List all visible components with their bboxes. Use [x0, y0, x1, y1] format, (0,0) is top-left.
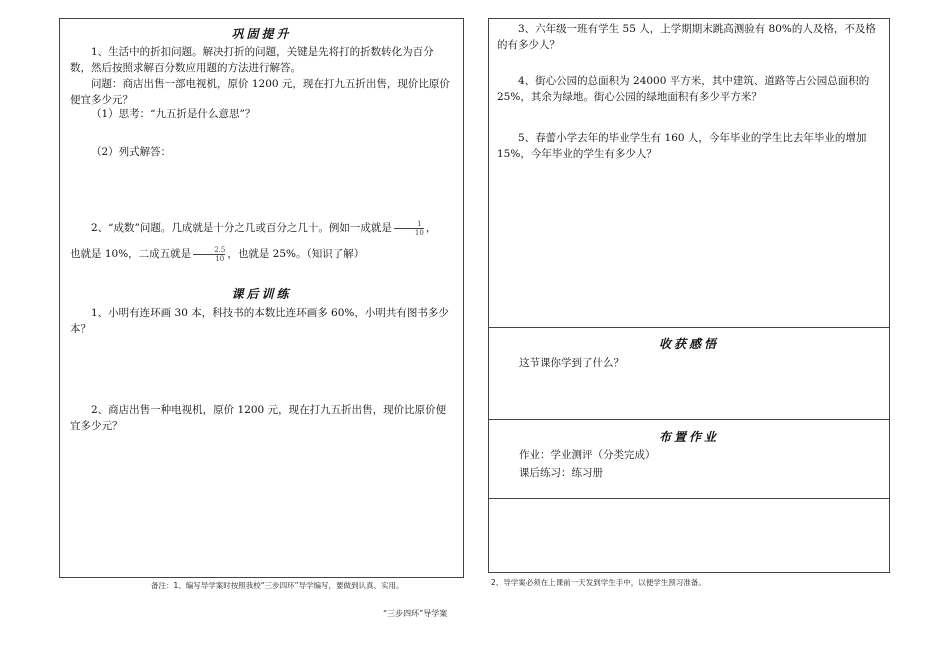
reflection-prompt: 这节课你学到了什么？ — [519, 357, 624, 369]
paragraph-percent-problem — [70, 215, 460, 267]
paragraph-discount-problem: 问题：商店出售一部电视机，原价 1200 元，现在打九五折出售，现价比原价便宜多少元？ — [70, 78, 450, 106]
divider — [489, 498, 889, 499]
fraction-numerator: 2.5 — [193, 246, 225, 255]
right-panel — [488, 18, 890, 573]
divider — [489, 419, 889, 420]
homework-item-practice: 课后练习：练习册 — [519, 467, 603, 479]
divider — [489, 327, 889, 328]
fraction-denominator: 10 — [414, 228, 424, 237]
section-title-reflection: 收获感悟 — [658, 337, 719, 351]
percent-text-c: 也就是 10%，二成五就是 — [70, 248, 192, 260]
percent-text-b: ， — [425, 222, 437, 234]
fraction-two-point-five-tenths — [193, 246, 225, 263]
exercise-3: 3、六年级一班有学生 55 人，上学期期末跳高测验有 80%的人及格，不及格的有多少人？ — [497, 23, 876, 51]
section-title-homework: 布置作业 — [658, 430, 719, 444]
exercise-5: 5、春蕾小学去年的毕业学生有 160 人，今年毕业的学生比去年毕业的增加 15%，今年毕业的学生有多少人？ — [497, 132, 867, 160]
exercise-4: 4、街心公园的总面积为 24000 平方米，其中建筑、道路等占公园总面积的 25%，其余为绿地。街心公园的绿地面积有多少平方米？ — [497, 75, 870, 103]
fraction-one-tenth — [394, 220, 424, 237]
left-panel — [59, 18, 464, 578]
footer-caption: “三步四环”导学案 — [383, 609, 448, 618]
fraction-numerator: 1 — [394, 220, 424, 229]
exercise-1: 1、小明有连环画 30 本，科技书的本数比连环画多 60%，小明共有图书多少本？ — [70, 307, 449, 335]
percent-text-a: 2、“成数”问题。几成就是十分之几或百分之几十。例如一成就是 — [91, 222, 392, 234]
footer-note-1: 备注：1、编写导学案时按照我校“三步四环”导学编写，要做到认真、实用。 — [151, 581, 404, 590]
question-solve: （2）列式解答： — [91, 146, 172, 158]
exercise-2: 2、商店出售一种电视机，原价 1200 元，现在打九五折出售，现价比原价便宜多少元？ — [70, 404, 447, 432]
footer-note-2: 2、导学案必须在上课前一天发到学生手中，以便学生预习准备。 — [491, 578, 706, 587]
fraction-denominator: 10 — [215, 254, 225, 263]
homework-item-assignment: 作业：学业测评（分类完成） — [519, 449, 656, 461]
paragraph-discount-intro: 1、生活中的折扣问题。解决打折的问题，关键是先将打的折数转化为百分数，然后按照求解百分数应用题的方法进行解答。 — [70, 46, 434, 74]
question-think: （1）思考：“九五折是什么意思”？ — [91, 108, 256, 120]
section-title-consolidate: 巩固提升 — [231, 27, 292, 41]
section-title-practice: 课后训练 — [231, 287, 292, 301]
percent-text-d: ，也就是 25%。（知识了解） — [227, 248, 365, 260]
